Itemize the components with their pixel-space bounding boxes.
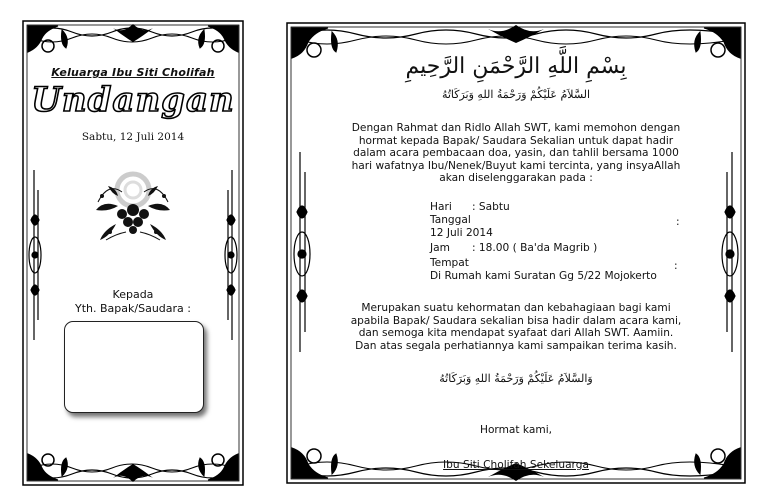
opening-line: Dengan Rahmat dan Ridlo Allah SWT, kami memohon dengan (351, 122, 681, 134)
salam-calligraphy: السَّلاَمُ عَلَيْكُمْ وَرَحْمَةُ اللهِ وَبَرَكَاتُهُ (441, 88, 591, 101)
invitation-content-card (286, 22, 746, 484)
closing-line: Merupakan suatu kehormatan dan kebahagiaan bagi kami (361, 302, 671, 314)
closing-line: dan semoga kita mendapat syafaat dari Allah SWT. Aamiin. (358, 327, 674, 340)
place-value: Di Rumah kami Suratan Gg 5/22 Mojokerto (430, 270, 657, 282)
place-colon: : (674, 260, 678, 272)
day-label: Hari (430, 201, 452, 213)
recipient-name-box[interactable] (64, 321, 204, 413)
floral-ornament-icon (88, 166, 178, 246)
closing-paragraph (326, 302, 706, 352)
opening-line: dalam acara pembacaan doa, yasin, dan tahlil bersama 1000 (353, 147, 679, 160)
opening-line: hormat kepada Bapak/ Saudara Sekalian untuk dapat hadir (358, 134, 674, 147)
date-label: Tanggal (430, 214, 471, 226)
recipient-label: Yth. Bapak/Saudara : (75, 302, 191, 315)
place-label: Tempat (430, 257, 469, 269)
opening-line: hari wafatnya Ibu/Nenek/Buyut kami tercinta, yang insyaAllah (351, 159, 681, 172)
invitation-cover-card (22, 20, 244, 486)
invitation-title: Undangan (31, 80, 235, 120)
date-value: 12 Juli 2014 (430, 227, 493, 239)
day-value: : Sabtu (472, 201, 510, 213)
event-date: Sabtu, 12 Juli 2014 (81, 131, 185, 143)
basmalah-calligraphy: بِسْمِ اللَّهِ الرَّحْمَنِ الرَّحِيمِ (405, 54, 627, 79)
time-value: : 18.00 ( Ba'da Magrib ) (472, 242, 598, 254)
to-label: Kepada (112, 288, 154, 301)
opening-line: akan diselenggarakan pada : (439, 172, 593, 185)
closing-line: Dan atas segala perhatiannya kami sampaikan terima kasih. (355, 339, 677, 352)
closing-line: apabila Bapak/ Saudara sekalian bisa hadir dalam acara kami, (350, 314, 682, 327)
opening-paragraph (326, 122, 706, 185)
date-colon: : (676, 216, 680, 228)
detail-day (430, 201, 510, 214)
family-heading: Keluarga Ibu Siti Cholifah (51, 66, 215, 79)
detail-time (430, 242, 597, 255)
time-label: Jam (430, 242, 450, 254)
regards-text: Hormat kami, (479, 424, 553, 436)
signature-text: Ibu Siti Cholifah Sekeluarga (443, 459, 589, 471)
closing-salam-calligraphy: وَالسَّلاَمُ عَلَيْكُمْ وَرَحْمَةُ اللهِ وَبَرَكَاتُهُ (439, 372, 593, 385)
